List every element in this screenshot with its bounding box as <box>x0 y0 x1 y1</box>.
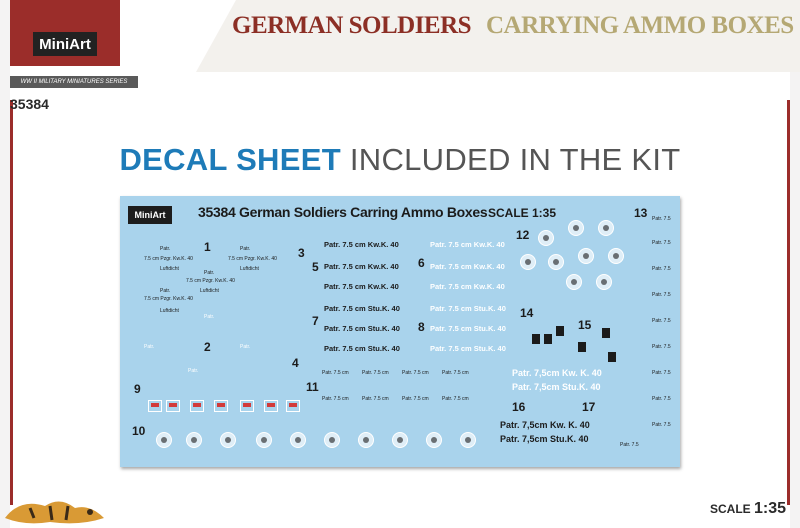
decal-number: 5 <box>312 260 319 274</box>
decal-number: 2 <box>204 340 211 354</box>
stencil-line: Patr. 7.5 cm Stu.K. 40 <box>324 344 400 353</box>
stencil-big-white: Patr. 7,5cm Stu.K. 40 <box>512 382 601 392</box>
round-decal <box>220 432 236 448</box>
red-sticker <box>190 400 204 412</box>
decal-number: 10 <box>132 424 146 438</box>
round-decal <box>568 220 584 236</box>
decal-label: 7.5 cm Pzgr. Kw.K. 40 <box>144 256 193 262</box>
decal-number: 8 <box>418 320 425 334</box>
stencil-line: Patr. 7.5 cm Stu.K. 40 <box>324 324 400 333</box>
red-sticker <box>264 400 278 412</box>
round-decal <box>324 432 340 448</box>
stencil-line: Patr. 7.5 cm Kw.K. 40 <box>324 282 399 291</box>
stencil-line-white: Patr. 7.5 cm Kw.K. 40 <box>430 240 505 249</box>
decal-label: Patr. <box>240 246 251 252</box>
round-decal <box>358 432 374 448</box>
decal-label: Patr. <box>160 246 171 252</box>
decal-label-white: Patr. <box>240 344 251 350</box>
decal-label: Luftdicht <box>240 266 259 272</box>
decal-label: Patr. 7.5 cm <box>442 370 469 376</box>
block-decal <box>578 342 586 352</box>
decal-number: 15 <box>578 318 592 332</box>
decal-number: 6 <box>418 256 425 270</box>
decal-heading <box>0 142 800 178</box>
stencil-line: Patr. 7.5 cm Kw.K. 40 <box>324 262 399 271</box>
decal-label: Patr. 7.5 cm <box>442 396 469 402</box>
title-part1: GERMAN SOLDIERS <box>232 12 472 39</box>
heading-highlight: DECAL SHEET <box>119 142 341 177</box>
round-decal <box>256 432 272 448</box>
stencil-line-white: Patr. 7.5 cm Kw.K. 40 <box>430 262 505 271</box>
round-decal <box>186 432 202 448</box>
decal-number: 16 <box>512 400 526 414</box>
block-decal <box>544 334 552 344</box>
decal-label: Luftdicht <box>200 288 219 294</box>
red-sticker <box>148 400 162 412</box>
decal-label: Patr. 7.5 cm <box>402 370 429 376</box>
decal-label: Patr. 7.5 cm <box>362 370 389 376</box>
sheet-scale: SCALE 1:35 <box>488 206 557 220</box>
decal-label: Patr. 7.5 cm <box>322 396 349 402</box>
decal-label: Patr. <box>204 270 215 276</box>
red-sticker <box>240 400 254 412</box>
decal-label: Patr. 7.5 cm <box>322 370 349 376</box>
brand-logo: MiniArt <box>33 32 97 56</box>
decal-sheet <box>120 196 680 467</box>
stencil-line-white: Patr. 7.5 cm Stu.K. 40 <box>430 344 506 353</box>
decal-label: Luftdicht <box>160 266 179 272</box>
footer-scale <box>710 500 786 518</box>
decal-number: 17 <box>582 400 596 414</box>
sheet-title: 35384 German Soldiers Carring Ammo Boxes <box>198 204 488 220</box>
decal-label: Luftdicht <box>160 308 179 314</box>
title-part2: CARRYING AMMO BOXES <box>486 12 794 39</box>
block-decal <box>532 334 540 344</box>
decal-label: Patr. 7.5 <box>652 396 671 402</box>
stencil-line-white: Patr. 7.5 cm Stu.K. 40 <box>430 304 506 313</box>
round-decal <box>566 274 582 290</box>
decal-label: Patr. 7.5 <box>652 318 671 324</box>
round-decal <box>538 230 554 246</box>
decal-label: Patr. 7.5 <box>652 344 671 350</box>
decal-label: 7.5 cm Pzgr. Kw.K. 40 <box>144 296 193 302</box>
block-decal <box>556 326 564 336</box>
decal-label: Patr. 7.5 <box>652 266 671 272</box>
block-decal <box>602 328 610 338</box>
round-decal <box>596 274 612 290</box>
decal-label-white: Patr. <box>188 368 199 374</box>
decal-label: Patr. 7.5 cm <box>362 396 389 402</box>
kit-number: 35384 <box>10 96 49 112</box>
round-decal <box>426 432 442 448</box>
footer-scale-value: 1:35 <box>754 500 787 517</box>
stencil-line: Patr. 7.5 cm Kw.K. 40 <box>324 240 399 249</box>
series-label: WW II MILITARY MINIATURES SERIES <box>10 76 138 88</box>
heading-rest: INCLUDED IN THE KIT <box>349 142 681 177</box>
red-sticker <box>286 400 300 412</box>
decal-label: 7.5 cm Pzgr. Kw.K. 40 <box>228 256 277 262</box>
decal-number: 11 <box>306 380 319 394</box>
round-decal <box>460 432 476 448</box>
red-sticker <box>166 400 180 412</box>
decal-label: Patr. 7.5 <box>652 240 671 246</box>
decal-number: 3 <box>298 246 305 260</box>
decal-label-white: Patr. <box>144 344 155 350</box>
round-decal <box>290 432 306 448</box>
stencil-big-white: Patr. 7,5cm Kw. K. 40 <box>512 368 602 378</box>
decal-number: 14 <box>520 306 534 320</box>
stencil-big-dark: Patr. 7,5cm Kw. K. 40 <box>500 420 590 430</box>
stencil-line: Patr. 7.5 cm Stu.K. 40 <box>324 304 400 313</box>
round-decal <box>578 248 594 264</box>
decal-label: 7.5 cm Pzgr. Kw.K. 40 <box>186 278 235 284</box>
decal-label: Patr. 7.5 cm <box>402 396 429 402</box>
block-decal <box>608 352 616 362</box>
decal-number: 1 <box>204 240 211 254</box>
decal-number: 4 <box>292 356 299 370</box>
decal-label: Patr. 7.5 <box>620 442 639 448</box>
decal-label: Patr. 7.5 <box>652 216 671 222</box>
round-decal <box>520 254 536 270</box>
tiger-mascot-icon <box>0 478 110 528</box>
round-decal <box>156 432 172 448</box>
decal-number: 13 <box>634 206 648 220</box>
stencil-line-white: Patr. 7.5 cm Kw.K. 40 <box>430 282 505 291</box>
sheet-logo: MiniArt <box>128 206 172 224</box>
round-decal <box>608 248 624 264</box>
decal-number: 12 <box>516 228 530 242</box>
footer-scale-label: SCALE <box>710 502 751 516</box>
decal-label: Patr. <box>160 288 171 294</box>
decal-label: Patr. 7.5 <box>652 422 671 428</box>
red-sticker <box>214 400 228 412</box>
decal-label: Patr. 7.5 <box>652 292 671 298</box>
brand-logo-tab <box>10 0 120 66</box>
stencil-line-white: Patr. 7.5 cm Stu.K. 40 <box>430 324 506 333</box>
stencil-big-dark: Patr. 7,5cm Stu.K. 40 <box>500 434 589 444</box>
round-decal <box>392 432 408 448</box>
round-decal <box>598 220 614 236</box>
decal-label: Patr. 7.5 <box>652 370 671 376</box>
decal-number: 9 <box>134 382 141 396</box>
decal-label-white: Patr. <box>204 314 215 320</box>
decal-number: 7 <box>312 314 319 328</box>
round-decal <box>548 254 564 270</box>
